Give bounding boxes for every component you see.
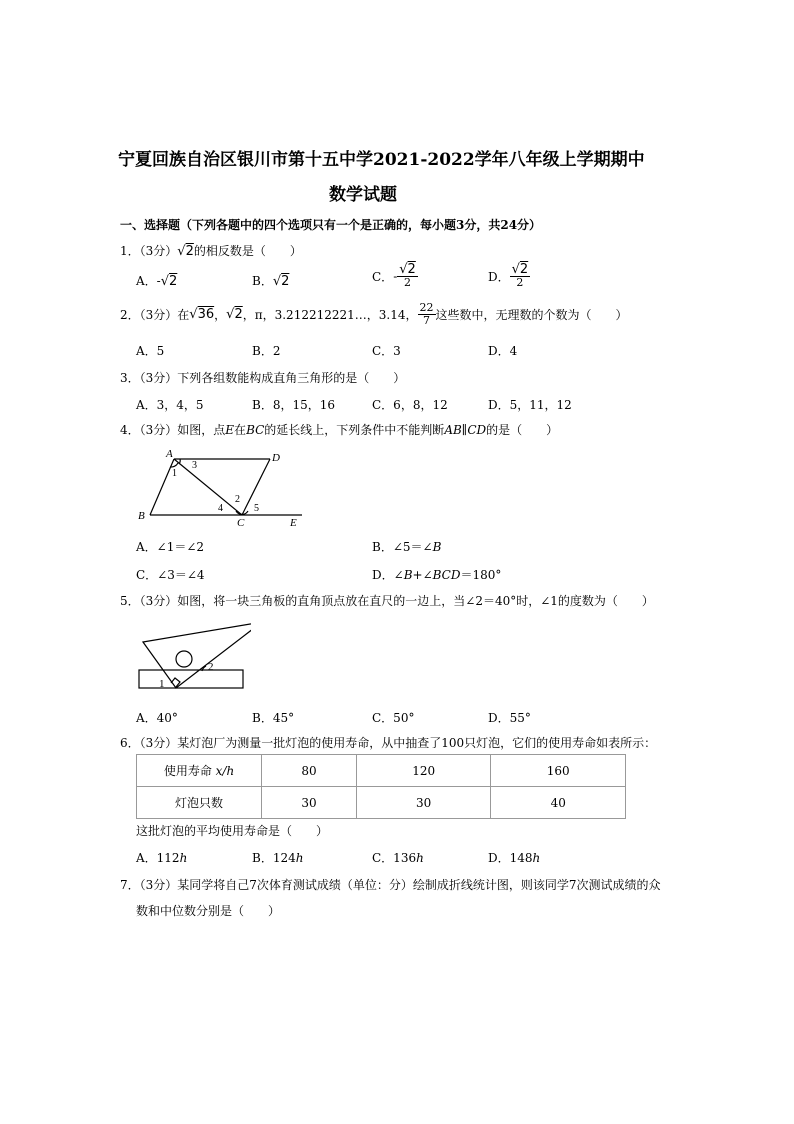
triangle-hole [176, 651, 192, 667]
question-6-stem: 这批灯泡的平均使用寿命是（ ） [136, 824, 329, 838]
label-c: C [237, 517, 245, 529]
q5-option-d[interactable]: D．55° [488, 711, 531, 725]
q2-option-c[interactable]: C．3 [372, 344, 401, 358]
question-2: 2．（3分）在√36，√2，π，3.212212221…，3.14， $\frac{22}{7}$ 这些数中，无理数的个数为（ ） [120, 301, 628, 327]
q1-option-d[interactable]: D． $\frac{√2}{2}$ [488, 262, 529, 289]
q2-option-d[interactable]: D．4 [488, 344, 518, 358]
table-row [137, 787, 626, 819]
question-1: 1．（3分）√2的相反数是（ ） [120, 244, 302, 259]
parallelogram-figure [130, 445, 315, 535]
q6-option-c[interactable]: C．136h [372, 851, 424, 865]
label-a: A [166, 448, 173, 460]
sqrt-symbol: √ [177, 244, 186, 259]
q4-option-a[interactable]: A．∠1＝∠2 [136, 540, 205, 554]
q6-option-b[interactable]: B．124h [252, 851, 304, 865]
question-7-line2: 数和中位数分别是（ ） [136, 904, 281, 918]
table-cell: 30 [356, 787, 491, 819]
table-cell: 30 [262, 787, 357, 819]
label-angle-4: 4 [218, 503, 223, 514]
q2-option-a[interactable]: A．5 [136, 344, 165, 358]
label-angle-1: 1 [172, 468, 177, 479]
table-cell: 80 [262, 755, 357, 787]
q2-option-b[interactable]: B．2 [252, 344, 281, 358]
q3-option-b[interactable]: B．8，15，16 [252, 398, 335, 412]
q6-option-d[interactable]: D．148h [488, 851, 541, 865]
label-angle-2: 2 [208, 661, 214, 673]
ruler [139, 670, 243, 688]
q6-option-a[interactable]: A．112h [136, 851, 188, 865]
question-7-line1: 7．（3分）某同学将自己7次体育测试成绩（单位：分）绘制成折线统计图，则该同学7次测试成绩的众 [120, 878, 661, 892]
q5-option-c[interactable]: C．50° [372, 711, 415, 725]
q5-option-a[interactable]: A．40° [136, 711, 178, 725]
question-3: 3．（3分）下列各组数能构成直角三角形的是（ ） [120, 371, 406, 385]
q1-option-c[interactable]: C．- $\frac{√2}{2}$ [372, 262, 416, 289]
label-angle-1: 1 [159, 678, 165, 690]
segment-ac [174, 459, 242, 515]
table-cell: 160 [491, 755, 626, 787]
q3-option-a[interactable]: A．3，4，5 [136, 398, 204, 412]
q3-option-c[interactable]: C．6，8，12 [372, 398, 448, 412]
q4-option-d[interactable]: D．∠B+∠BCD＝180° [372, 568, 502, 582]
triangle-ruler-figure [136, 620, 251, 692]
table-header-cell: 使用寿命 x/h [137, 755, 262, 787]
q1-option-a[interactable]: A．-√2 [136, 274, 178, 289]
label-angle-3: 3 [192, 460, 197, 471]
question-4: 4．（3分）如图，点E在BC的延长线上，下列条件中不能判断AB∥CD的是（ ） [120, 423, 559, 437]
question-6: 6．（3分）某灯泡厂为测量一批灯泡的使用寿命，从中抽查了100只灯泡，它们的使用寿命如表所示： [120, 736, 657, 750]
angle-arc-3 [179, 459, 180, 464]
label-d: D [272, 452, 280, 464]
lifespan-table [136, 754, 626, 819]
label-e: E [290, 517, 297, 529]
table-cell: 40 [491, 787, 626, 819]
q4-option-c[interactable]: C．∠3＝∠4 [136, 568, 205, 582]
q1-option-b[interactable]: B．√2 [252, 274, 290, 289]
q4-option-b[interactable]: B．∠5＝∠B [372, 540, 442, 554]
table-header-cell: 灯泡只数 [137, 787, 262, 819]
label-angle-5: 5 [254, 503, 259, 514]
question-5: 5．（3分）如图，将一块三角板的直角顶点放在直尺的一边上，当∠2＝40°时，∠1的度数为（ ） [120, 594, 654, 608]
section-heading: 一、选择题（下列各题中的四个选项只有一个是正确的，每小题3分，共24分） [120, 218, 542, 232]
table-cell: 120 [356, 755, 491, 787]
label-b: B [138, 510, 145, 522]
exam-title-line2: 数学试题 [329, 185, 397, 205]
exam-title-line1: 宁夏回族自治区银川市第十五中学2021-2022学年八年级上学期期中 [118, 150, 645, 170]
q5-option-b[interactable]: B．45° [252, 711, 295, 725]
table-row [137, 755, 626, 787]
label-angle-2: 2 [235, 494, 240, 505]
q3-option-d[interactable]: D．5，11，12 [488, 398, 572, 412]
